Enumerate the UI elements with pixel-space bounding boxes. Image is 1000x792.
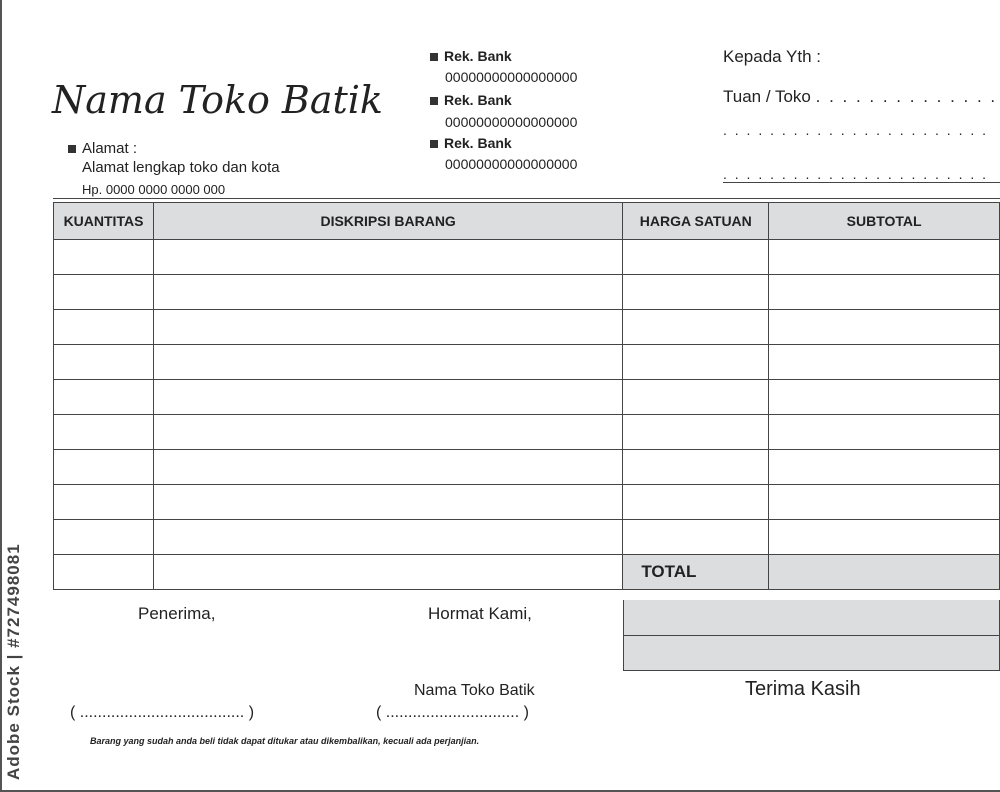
bullet-icon: [68, 145, 76, 153]
table-row: [54, 415, 1000, 450]
table-cell[interactable]: [769, 275, 1000, 310]
table-cell[interactable]: [153, 415, 622, 450]
divider: [53, 198, 1000, 199]
table-cell[interactable]: [54, 415, 154, 450]
bullet-icon: [430, 53, 438, 61]
table-row: [54, 345, 1000, 380]
table-cell[interactable]: [769, 520, 1000, 555]
table-cell[interactable]: [769, 380, 1000, 415]
table-cell[interactable]: [769, 310, 1000, 345]
bullet-icon: [430, 140, 438, 148]
extra-cell[interactable]: [623, 600, 771, 636]
sender-signature-line[interactable]: ( .............................. ): [376, 704, 529, 721]
header-quantity: KUANTITAS: [54, 203, 154, 240]
total-value-cell[interactable]: [769, 555, 1000, 590]
table-cell[interactable]: [623, 240, 769, 275]
extra-cell[interactable]: [769, 636, 1000, 671]
table-cell[interactable]: [623, 415, 769, 450]
total-label: TOTAL: [623, 555, 769, 590]
address-label: Alamat :: [68, 140, 137, 157]
recipient-name-field[interactable]: Tuan / Toko . . . . . . . . . . . . . .: [723, 87, 998, 106]
table-cell[interactable]: [153, 240, 622, 275]
table-row: [54, 485, 1000, 520]
table-cell[interactable]: [153, 345, 622, 380]
table-row: [54, 450, 1000, 485]
items-table: [53, 202, 1000, 590]
recipient-line-3[interactable]: . . . . . . . . . . . . . . . . . . . . . . .: [723, 166, 1000, 183]
sender-signature-name: Nama Toko Batik: [414, 682, 535, 699]
table-cell[interactable]: [153, 485, 622, 520]
return-policy-note: Barang yang sudah anda beli tidak dapat ditukar atau dikembalikan, kecuali ada perjanjian.: [90, 736, 480, 746]
bank-label-1: Rek. Bank: [430, 48, 512, 64]
table-cell[interactable]: [623, 520, 769, 555]
table-cell[interactable]: [623, 485, 769, 520]
bank-number-1: 00000000000000000: [445, 69, 578, 85]
table-cell[interactable]: [769, 240, 1000, 275]
table-cell[interactable]: [623, 275, 769, 310]
header-unit-price: HARGA SATUAN: [623, 203, 769, 240]
total-extra-rows: [623, 600, 1000, 671]
recipient-label: Kepada Yth :: [723, 47, 821, 66]
table-cell[interactable]: [623, 380, 769, 415]
table-cell[interactable]: [769, 450, 1000, 485]
total-row: [54, 555, 1000, 590]
watermark-text: Adobe Stock | #727498081: [4, 543, 23, 780]
table-cell[interactable]: [769, 345, 1000, 380]
table-row: [54, 310, 1000, 345]
recipient-line-2[interactable]: . . . . . . . . . . . . . . . . . . . . . . .: [723, 122, 989, 138]
table-row: [54, 520, 1000, 555]
table-cell[interactable]: [54, 555, 154, 590]
bullet-icon: [430, 97, 438, 105]
table-cell[interactable]: [623, 310, 769, 345]
table-cell[interactable]: [54, 275, 154, 310]
table-cell[interactable]: [153, 520, 622, 555]
table-row: [54, 275, 1000, 310]
sender-signature-dots: ..............................: [385, 704, 520, 721]
phone-text: Hp. 0000 0000 0000 000: [82, 182, 226, 197]
table-cell[interactable]: [153, 380, 622, 415]
extra-cell[interactable]: [623, 636, 771, 671]
header-subtotal: SUBTOTAL: [769, 203, 1000, 240]
receiver-signature-line[interactable]: ( ..................................... ): [70, 704, 255, 721]
bank-number-2: 00000000000000000: [445, 114, 578, 130]
table-cell[interactable]: [769, 485, 1000, 520]
table-cell[interactable]: [54, 345, 154, 380]
table-row: [54, 380, 1000, 415]
table-row: [54, 240, 1000, 275]
table-cell[interactable]: [623, 345, 769, 380]
table-cell[interactable]: [54, 520, 154, 555]
table-cell[interactable]: [769, 415, 1000, 450]
extra-cell[interactable]: [769, 600, 1000, 636]
receiver-label: Penerima,: [138, 604, 216, 623]
table-cell[interactable]: [623, 450, 769, 485]
table-cell[interactable]: [153, 310, 622, 345]
table-cell[interactable]: [54, 485, 154, 520]
header-description: DISKRIPSI BARANG: [153, 203, 622, 240]
bank-label-3: Rek. Bank: [430, 135, 512, 151]
store-name-title: Nama Toko Batik: [52, 78, 383, 122]
table-cell[interactable]: [54, 240, 154, 275]
table-cell[interactable]: [54, 380, 154, 415]
bank-number-3: 00000000000000000: [445, 156, 578, 172]
table-cell[interactable]: [54, 450, 154, 485]
table-cell[interactable]: [153, 450, 622, 485]
table-cell[interactable]: [54, 310, 154, 345]
sender-label: Hormat Kami,: [428, 604, 532, 623]
address-text: Alamat lengkap toko dan kota: [82, 159, 280, 176]
bank-label-2: Rek. Bank: [430, 92, 512, 108]
table-cell[interactable]: [153, 275, 622, 310]
thanks-text: Terima Kasih: [745, 678, 861, 700]
table-cell[interactable]: [153, 555, 622, 590]
